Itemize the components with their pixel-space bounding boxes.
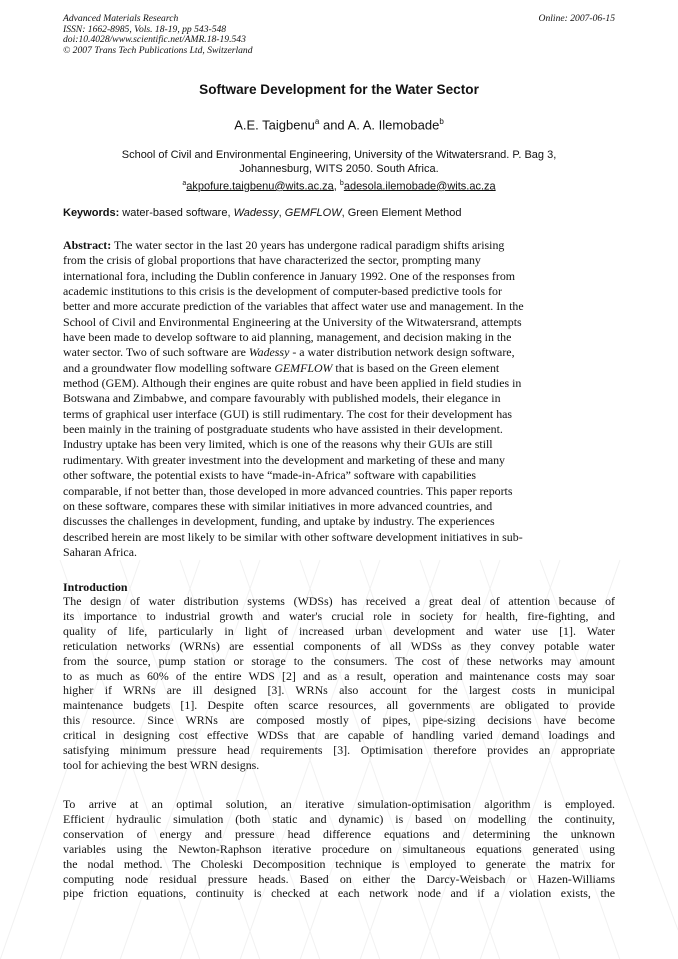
keyword-gemflow: GEMFLOW: [284, 207, 342, 219]
abstract-line: [63, 238, 623, 253]
email-link-b[interactable]: adesola.ilemobade@wits.ac.za: [343, 180, 496, 193]
abstract-line: [63, 345, 623, 360]
abstract-line: from the crisis of global proportions that have characterized the sector, prompting many: [63, 253, 481, 268]
paragraph-line: computing node residual pressure heads. Based on either the Darcy-Weisbach or Hazen-Williams: [63, 871, 615, 886]
paragraph-line: quality of life, particularly in light of increased urban development and water use [1]. Water: [63, 623, 615, 638]
abstract-line: Industry uptake has been very limited, which is one of the reasons why their GUIs are still: [63, 437, 493, 452]
email-separator: ,: [333, 180, 340, 193]
keywords-text: water-based software,: [119, 207, 234, 219]
abstract-line: have been made to develop software to aid planning, management, and decision making in the: [63, 330, 512, 345]
journal-name: Advanced Materials Research: [63, 13, 179, 24]
abstract-line: international fora, including the Dublin conference in January 1992. One of the responses from: [63, 268, 516, 283]
paragraph-line: the nodal method. The Choleski Decomposition technique is employed to generate the matrix for: [63, 856, 615, 871]
paragraph-line: Efficient hydraulic simulation (both static and dynamic) is based on modelling the continuity,: [63, 811, 615, 826]
abstract-gemflow: GEMFLOW: [274, 360, 333, 375]
paragraph-line: pipe friction equations, continuity is checked at each network node and if a violation exists, the: [63, 886, 615, 901]
doi-line: doi:10.4028/www.scientific.net/AMR.18-19.543: [63, 34, 246, 46]
keywords-comma: ,: [278, 207, 285, 219]
abstract-line: School of Civil and Environmental Engineering at the University of the Witwatersrand, attempts: [63, 314, 522, 329]
paragraph-line: variables using the Newton-Raphson iterative procedure on simultaneous equations generated using: [63, 841, 615, 856]
email-link-a[interactable]: akpofure.taigbenu@wits.ac.za: [186, 180, 334, 193]
paragraph-line: its importance to industrial growth and water's crucial role in society for health, fire-fighting, and: [63, 608, 615, 623]
introduction-heading: Introduction: [63, 580, 128, 594]
affiliation-block: [60, 149, 618, 194]
abstract-line: academic institutions to this crisis is the development of computer-based predictive tools for: [63, 284, 502, 299]
paragraph-line: tool for achieving the best WRN designs.: [63, 757, 260, 772]
abstract-line: discusses the challenges in development, funding, and uptake by industry. The experiences: [63, 514, 495, 529]
paragraph-line: conservation of energy and pressure head difference equations and determining the unknown: [63, 826, 615, 841]
abstract-line: other software, the potential exists to have “made-in-Africa” software with capabilities: [63, 468, 477, 483]
online-date: Online: 2007-06-15: [538, 13, 615, 24]
author-1: A.E. Taigbenu: [234, 117, 315, 133]
email-a-mark: a: [182, 179, 187, 187]
copyright-line: © 2007 Trans Tech Publications Ltd, Switzerland: [63, 44, 253, 56]
abstract-line: Saharan Africa.: [63, 544, 137, 559]
email-b-mark: b: [339, 179, 344, 187]
abstract-text: - a water distribution network design software,: [289, 345, 515, 360]
author-line: [0, 117, 678, 132]
keywords-text-end: , Green Element Method: [341, 207, 462, 219]
abstract-line: [63, 361, 623, 376]
author-2-mark: b: [439, 117, 444, 126]
paper-title: Software Development for the Water Sector: [199, 82, 479, 97]
abstract-text: The water sector in the last 20 years has undergone radical paradigm shifts arising: [111, 238, 505, 252]
abstract-line: been mainly in the training of postgraduate students who have assisted in their development.: [63, 422, 503, 437]
email-line: [60, 177, 618, 194]
author-1-mark: a: [314, 117, 320, 126]
paragraph-line: The design of water distribution systems (WDSs) has received a great deal of attention because of: [63, 594, 615, 608]
author-2: A. A. Ilemobade: [347, 117, 440, 133]
author-and: and: [319, 117, 348, 133]
affiliation-line-1: School of Civil and Environmental Engineering, University of the Witwatersrand. P. Bag 3,: [121, 149, 557, 161]
journal-header: [63, 14, 253, 56]
issn-line: ISSN: 1662-8985, Vols. 18-19, pp 543-548: [63, 23, 227, 35]
abstract-label: Abstract:: [63, 238, 112, 252]
abstract-text: and a groundwater flow modelling software: [63, 360, 275, 375]
paragraph-line: to as much as 60% of the entire WDS [2] and as a result, operation and maintenance costs may soar: [63, 668, 615, 683]
affiliation-line-2: Johannesburg, WITS 2050. South Africa.: [239, 162, 439, 175]
abstract-block: [63, 238, 623, 560]
abstract-line: described herein are most likely to be similar with other software development initiatives in sub-: [63, 529, 523, 544]
paragraph-line: from the source, pump station or storage to the consumers. The cost of these networks may amount: [63, 653, 615, 668]
paragraph-line: To arrive at an optimal solution, an iterative simulation-optimisation algorithm is employed.: [63, 797, 615, 811]
paragraph-line: higher if WRNs are ill designed [3]. WRNs also account for the largest costs in municipal: [63, 683, 615, 698]
paragraph-line: maintenance budgets [1]. Despite often scarce resources, all governments are obligated to provide: [63, 698, 615, 713]
paragraph-line: reticulation networks (WRNs) are essential components of all WDSs as they convey potable water: [63, 638, 615, 653]
paragraph-line: critical in designing cost effective WDSs that are capable of handling varied demand loadings and: [63, 728, 615, 743]
introduction-paragraph-1: [63, 594, 615, 773]
introduction-paragraph-2: [63, 797, 615, 901]
abstract-line: method (GEM). Although their engines are quite robust and have been applied in field studies in: [63, 376, 522, 391]
abstract-line: better and more accurate prediction of the variables that affect water use and management. In the: [63, 299, 524, 314]
abstract-text: that is based on the Green element: [332, 360, 500, 375]
keywords-label: Keywords:: [63, 207, 120, 219]
paragraph-line: satisfying minimum pressure head requirements [3]. Optimisation therefore provides an appropriate: [63, 743, 615, 758]
keywords-line: [63, 207, 461, 219]
abstract-wadessy: Wadessy: [248, 345, 290, 360]
paragraph-line: this resource. Since WRNs are composed mostly of pipes, pipe-sizing decisions have become: [63, 713, 615, 728]
abstract-line: rudimentary. With greater investment into the development and marketing of these and many: [63, 452, 505, 467]
abstract-line: terms of graphical user interface (GUI) is still rudimentary. The cost for their development has: [63, 406, 513, 421]
abstract-line: comparable, if not better than, those developed in more advanced countries. This paper reports: [63, 483, 513, 498]
abstract-line: on these software, compares these with similar initiatives in more advanced countries, and: [63, 498, 493, 513]
abstract-text: water sector. Two of such software are: [63, 345, 249, 360]
abstract-line: Botswana and Zimbabwe, and compare favourably with published models, their elegance in: [63, 391, 501, 406]
keyword-wadessy: Wadessy: [233, 207, 279, 219]
